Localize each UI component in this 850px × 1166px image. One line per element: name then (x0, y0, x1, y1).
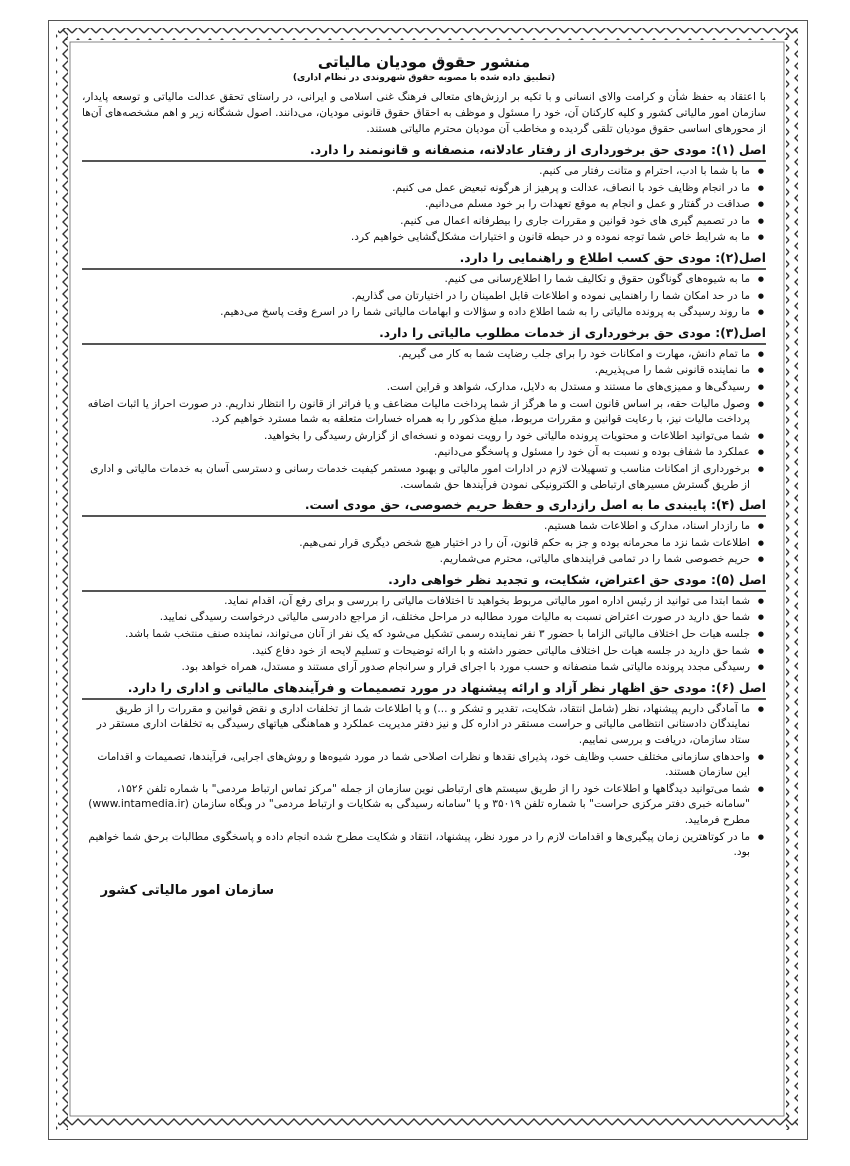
list-item: ● شما حق دارید در جلسه هیات حل اختلاف مالیاتی حضور داشته و با ارائه توضیحات و تسلیم لایحه از خود دفاع کنید. (82, 644, 750, 660)
list-item: ● ما در تصمیم گیری های خود قوانین و مقررات جاری را بیطرفانه اعمال می کنیم. (82, 214, 750, 230)
section-items (82, 594, 766, 676)
list-item: ● شما ابتدا می توانید از رئیس اداره امور مالیاتی مربوط بخواهید تا اختلافات مالیاتی را بررسی و برای رفع آن، اقدام نماید. (82, 594, 750, 610)
list-item: ● ما در کوتاهترین زمان پیگیری‌ها و اقدامات لازم را در مورد نظر، پیشنهاد، انتقاد و شکایت مطرح شده انجام داده و پاسخگوی مطالبات برحق شما خواهیم بود. (82, 830, 750, 861)
list-item: ● ما رازدار اسناد، مدارک و اطلاعات شما هستیم. (82, 519, 750, 535)
list-item: ● ما در حد امکان شما را راهنمایی نموده و اطلاعات قابل اطمینان را در اختیارتان می گذاریم. (82, 289, 750, 305)
list-item: ● رسیدگی مجدد پرونده مالیاتی شما منصفانه و حسب مورد با اجرای قرار و سرانجام صدور آرای مستند و مستدل، همراه خواهد بود. (82, 660, 750, 676)
section-items (82, 702, 766, 861)
list-item: ● ما با شما با ادب، احترام و متانت رفتار می کنیم. (82, 164, 750, 180)
section-2 (82, 249, 766, 321)
intro-paragraph: با اعتقاد به حفظ شأن و کرامت والای انسانی و با تکیه بر ارزش‌های متعالی فرهنگ غنی اسلامی و ایرانی، در راستای تحقق عدالت مالیاتی و توسعه پایدار، سازمان امور مالیاتی کشور و کلیه کارکنان آن، خود را مسئول و موظف به احقاق حقوق قانونی مودیان، می‌دانند. اصول ششگانه زیر و اهم مشخصه‌های آن‌ها از محورهای اساسی حقوق مودیان تلقی گردیده و مخاطب آن مودیان محترم مالیاتی هستند. (82, 91, 766, 135)
section-heading: اصل(۳): مودی حق برخورداری از خدمات مطلوب مالیاتی را دارد. (82, 324, 766, 345)
section-5 (82, 571, 766, 676)
list-item: ● شما حق دارید در صورت اعتراض نسبت به مالیات مورد مطالبه در مراحل مختلف، از مراجع دادرسی مالیاتی درخواست رسیدگی نمایید. (82, 610, 750, 626)
charter-document (82, 52, 766, 1132)
section-heading: اصل (۴): پایبندی ما به اصل رازداری و حفظ حریم خصوصی، حق مودی است. (82, 496, 766, 517)
list-item: ● شما می‌توانید اطلاعات و محتویات پرونده مالیاتی خود را رویت نموده و نسخه‌ای از گزارش رسیدگی را بخواهید. (82, 429, 750, 445)
section-items (82, 347, 766, 493)
list-item: ● عملکرد ما شفاف بوده و نسبت به آن خود را مسئول و پاسخگو می‌دانیم. (82, 445, 750, 461)
section-heading: اصل (۶): مودی حق اظهار نظر آزاد و ارائه پیشنهاد در مورد تصمیمات و فرآیندهای مالیاتی و اداری را دارد. (82, 679, 766, 700)
list-item: ● برخورداری از امکانات مناسب و تسهیلات لازم در ادارات امور مالیاتی و بهبود مستمر کیفیت خدمات رسانی و دسترسی آسان به خدمات مالیاتی و اداری از طریق گسترش مسیرهای ارتباطی و الکترونیکی نمودن فرآیندها حق شماست. (82, 462, 750, 493)
page-title: منشور حقوق مودیان مالیاتی (317, 53, 531, 71)
section-heading: اصل (۱): مودی حق برخورداری از رفتار عادلانه، منصفانه و قانونمند را دارد. (82, 141, 766, 162)
list-item: ● ما تمام دانش، مهارت و امکانات خود را برای جلب رضایت شما به کار می گیریم. (82, 347, 750, 363)
list-item: ● وصول مالیات حقه، بر اساس قانون است و ما هرگز از شما پرداخت مالیات مضاعف و یا فراتر از قانون را انتظار نداریم. در صورت احراز یا اثبات اضافه پرداخت مالیات نیز، با رعایت قوانین و مقررات مربوط، مبلغ مذکور را به همراه خسارات متعلقه به شما مسترد خواهیم کرد. (82, 397, 750, 428)
section-6 (82, 679, 766, 861)
list-item: ● ما روند رسیدگی به پرونده مالیاتی را به شما اطلاع داده و سؤالات و ابهامات مالیاتی شما را در اسرع وقت پاسخ می‌دهیم. (82, 305, 750, 321)
section-items (82, 519, 766, 568)
section-1 (82, 141, 766, 246)
list-item: ● رسیدگی‌ها و ممیزی‌های ما مستند و مستدل به دلایل، مدارک، شواهد و قراین است. (82, 380, 750, 396)
section-heading: اصل(۲): مودی حق کسب اطلاع و راهنمایی را دارد. (82, 249, 766, 270)
list-item: ● صداقت در گفتار و عمل و انجام به موقع تعهدات را بر خود مسلم می‌دانیم. (82, 197, 750, 213)
page-subtitle: (تطبیق داده شده با مصوبه حقوق شهروندی در نظام اداری) (292, 73, 556, 83)
section-items (82, 164, 766, 246)
list-item: ● جلسه هیات حل اختلاف مالیاتی الزاما با حضور ۳ نفر نماینده رسمی تشکیل می‌شود که یک نفر از آنان می‌تواند، نماینده صنف منتخب شما باشد. (82, 627, 750, 643)
list-item: ● حریم خصوصی شما را در تمامی فرایندهای مالیاتی، محترم می‌شماریم. (82, 552, 750, 568)
list-item: ● ما به شیوه‌های گوناگون حقوق و تکالیف شما را اطلاع‌رسانی می کنیم. (82, 272, 750, 288)
list-item: ● ما آمادگی داریم پیشنهاد، نظر (شامل انتقاد، شکایت، تقدیر و تشکر و ...) و یا اطلاعات شما از تخلفات اداری و نقض قوانین و مقررات را از طریق نمایندگان دادستانی انتظامی مالیاتی و حراست مستقر در اداره کل و نیز دفتر مدیریت عملکرد و هماهنگی هیاتهای رسیدگی به تخلفات اداری مستقر در ستاد سازمان، دریافت و بررسی نماییم. (82, 702, 750, 749)
section-3 (82, 324, 766, 493)
section-items (82, 272, 766, 321)
list-item: ● شما می‌توانید دیدگاهها و اطلاعات خود را از طریق سیستم های ارتباطی نوین سازمان از جمله "مرکز تماس ارتباط مردمی" با شماره تلفن ۱۵۲۶، "سامانه خبری دفتر مرکزی حراست" با شماره تلفن ۳۵۰۱۹ و یا "سامانه رسیدگی به شکایات و ارتباط مردمی" در وبگاه سازمان (www.intamedia.ir) مطرح فرمایید. (82, 782, 750, 829)
list-item: ● ما به شرایط خاص شما توجه نموده و در حیطه قانون و اختیارات مشکل‌گشایی خواهیم کرد. (82, 230, 750, 246)
section-4 (82, 496, 766, 568)
list-item: ● ما نماینده قانونی شما را می‌پذیریم. (82, 363, 750, 379)
section-heading: اصل (۵): مودی حق اعتراض، شکایت، و تجدید نظر خواهی دارد. (82, 571, 766, 592)
list-item: ● اطلاعات شما نزد ما محرمانه بوده و جز به حکم قانون، آن را در اختیار هیچ شخص دیگری قرار نمی‌هیم. (82, 536, 750, 552)
list-item: ● واحدهای سازمانی مختلف حسب وظایف خود، پذیرای نقدها و نظرات اصلاحی شما در مورد شیوه‌ها و روش‌های اجرایی، فرآیندها، تصمیمات و اقدامات این سازمان هستند. (82, 750, 750, 781)
signature-organization: سازمان امور مالیاتی کشور (100, 882, 274, 898)
list-item: ● ما در انجام وظایف خود با انصاف، عدالت و پرهیز از هرگونه تبعیض عمل می کنیم. (82, 181, 750, 197)
